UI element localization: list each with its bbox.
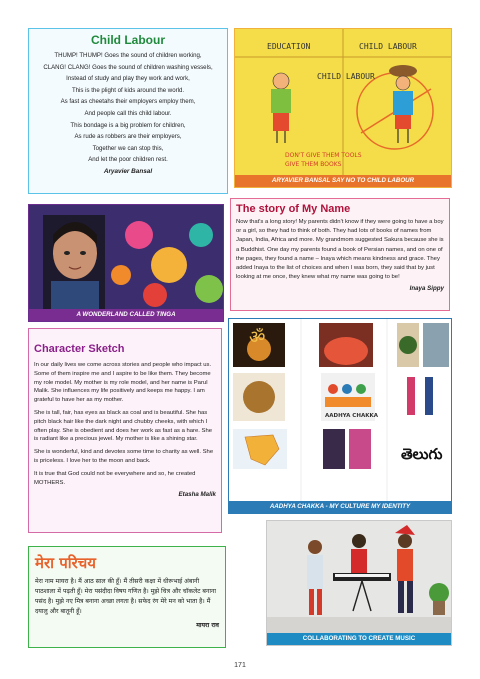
collage-name-label: AADHYA CHAKKA — [325, 413, 378, 419]
sketch-paragraph: She is wonderful, kind and devotes some time to charity as well. She is priceless. I love her to the moon and back. — [34, 449, 214, 464]
story-title: The story of My Name — [236, 203, 351, 215]
sketch-title: Character Sketch — [34, 343, 125, 355]
story-author: Inaya Sippy — [409, 285, 444, 293]
drawing-text: DON'T GIVE THEM TOOLS — [285, 152, 362, 159]
poem-line: This is the plight of kids around the world. — [71, 86, 185, 94]
drawing-text: EDUCATION — [267, 42, 311, 51]
culture-collage — [228, 318, 452, 514]
drawing-illustration — [235, 29, 452, 188]
collage-illustration — [229, 319, 452, 514]
drawing-text: CHILD LABOUR — [359, 42, 417, 51]
poem-line: As rude as robbers are their employers, — [74, 133, 182, 141]
poem-card — [28, 28, 228, 194]
hindi-author: मायरा राव — [196, 622, 219, 629]
collage-caption: AADHYA CHAKKA - MY CULTURE MY IDENTITY — [229, 501, 451, 513]
telugu-text: తెలుగు — [401, 445, 443, 463]
poem-line: CLANG! CLANG! Goes the sound of children washing vessels, — [43, 63, 213, 71]
hindi-body: मेरा नाम मायरा है। मैं आठ साल की हूँ। मैं तीसरी कक्षा में धीरूभाई अंबानी पाठशाला में पढ़ती हूँ। मेरा पसंदीदा विषय गणित है। मुझे चित्र और चॉकलेट बनाना पसंद है। मुझे नए मित्र बनाना अच्छा लगता है। सफेद रंग मेरे मन को भाता है। मैं दयालु और बातूनी हूँ। — [35, 578, 216, 615]
music-caption: COLLABORATING TO CREATE MUSIC — [267, 633, 451, 645]
drawing-text: CHILD LABOUR — [317, 72, 375, 81]
sketch-paragraph: She is tall, fair, has eyes as black as coal and is beautiful. She has pitch black hair like the dark night and chubby cheeks, with which I often play. She is obedient and does her work as fast as a hare. She is radiant like a precious jewel. My mother is like a shining star. — [34, 409, 213, 443]
tinga-illustration — [29, 205, 224, 322]
tinga-photo — [28, 204, 224, 322]
poem-line: Instead of study and play they work and work, — [66, 75, 190, 83]
poem-line: This bondage is a big problem for children, — [70, 121, 186, 129]
drawing-text: GIVE THEM BOOKS — [285, 161, 342, 168]
poem-author: Aryavier Bansal — [103, 167, 153, 175]
poem-line: Together we can stop this, — [92, 144, 164, 152]
poem-title: Child Labour — [91, 33, 165, 47]
poem-line: And people call this child labour. — [84, 109, 172, 117]
hindi-card — [28, 546, 226, 648]
hindi-title: मेरा परिचय — [35, 554, 96, 572]
tinga-caption: A WONDERLAND CALLED TINGA — [29, 309, 223, 321]
sketch-card — [28, 328, 222, 533]
music-photo — [266, 520, 452, 646]
poem-line: THUMP! THUMP! Goes the sound of children working, — [54, 52, 202, 59]
child-labour-drawing — [234, 28, 452, 188]
page-number: 171 — [234, 662, 246, 669]
poem-line: As fast as cheetahs their employers employ them, — [60, 98, 196, 106]
om-symbol: ॐ — [249, 327, 266, 348]
poem-line: And let the poor children rest. — [88, 156, 168, 164]
story-card — [230, 198, 450, 311]
sketch-paragraph: It is true that God could not be everywhere and so, he created MOTHERS. — [34, 470, 196, 486]
music-illustration — [267, 521, 452, 646]
sketch-paragraph: In our daily lives we come across stories and people who impact us. Some of them inspire me and I aspire to be like them. They become my role model. My mother is my role model, and her name is Parul Malik. She influences my life positively and keeps me happy. I am grateful to have her as my mother. — [34, 362, 212, 404]
drawing-caption: ARYAVIER BANSAL SAY NO TO CHILD LABOUR — [235, 175, 451, 187]
sketch-author: Etasha Malik — [178, 491, 216, 499]
story-body: Now that's a long story! My parents didn't know if they were going to have a boy or a girl, so they had to think of both. They had lots of books of names from Japan, India, Africa and more. My grandmom suggested Sakura because she is a Buddhist. One day my parents found a book of Persian names, and on one of the pages, they found a name – Inaya which means kindness and grace. They added Inaya to the list of choices and when I was born, they said that by just looking at me once, they knew what my name was going to be! — [236, 219, 444, 281]
